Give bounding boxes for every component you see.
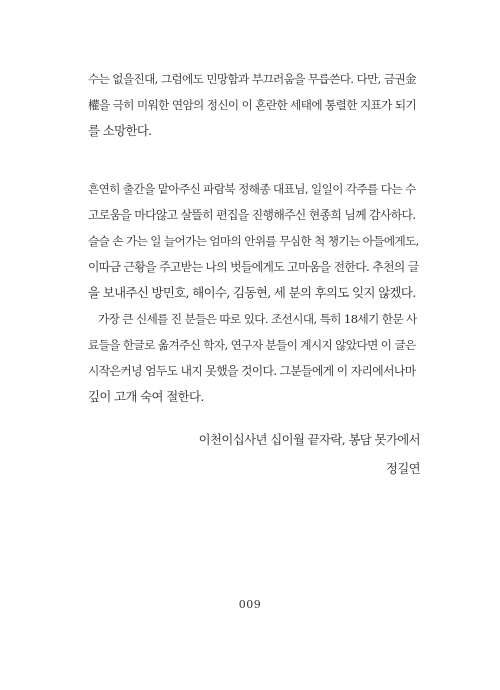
text-line: 고로움을 마다않고 살뜰히 편집을 진행해주신 현종희 님께 감사하다. [88, 208, 416, 222]
text-line: 시작은커녕 엄두도 내지 못했을 것이다. 그분들에게 이 자리에서나마 [88, 364, 416, 378]
signature-author: 정길연 [385, 461, 420, 476]
paragraph-acknowledgements [88, 176, 420, 410]
text-line: 을 보내주신 방민호, 해이수, 김동현, 세 분의 후의도 잊지 않겠다. [88, 285, 416, 300]
text-line: 수는 없을진대, 그럼에도 민망함과 부끄러움을 무릅쓴다. 다만, 금권金 [88, 72, 417, 86]
signature-place-date: 이천이십사년 십이월 끝자락, 봉담 못가에서 [198, 432, 420, 447]
text-line: 료들을 한글로 옮겨주신 학자, 연구자 분들이 계시지 않았다면 이 글은 [88, 338, 416, 352]
text-line: 權을 극히 미워한 연암의 정신이 이 혼란한 세태에 통렬한 지표가 되기 [88, 98, 417, 112]
text-line: 가장 큰 신세를 진 분들은 따로 있다. 조선시대, 특히 18세기 한문 사 [98, 312, 417, 326]
paragraph-closing-remarks [88, 66, 420, 144]
text-line: 를 소망한다. [88, 123, 152, 138]
page-number: 009 [238, 598, 262, 611]
text-line: 깊이 고개 숙여 절한다. [88, 389, 204, 404]
text-line: 이따금 근황을 주고받는 나의 벗들에게도 고마움을 전한다. 추천의 글 [88, 260, 419, 274]
text-line: 흔연히 출간을 맡아주신 파람북 정해종 대표님, 일일이 각주를 다는 수 [88, 182, 416, 196]
text-line: 슬슬 손 가는 일 늘어가는 엄마의 안위를 무심한 척 챙기는 아들에게도, [88, 234, 419, 248]
